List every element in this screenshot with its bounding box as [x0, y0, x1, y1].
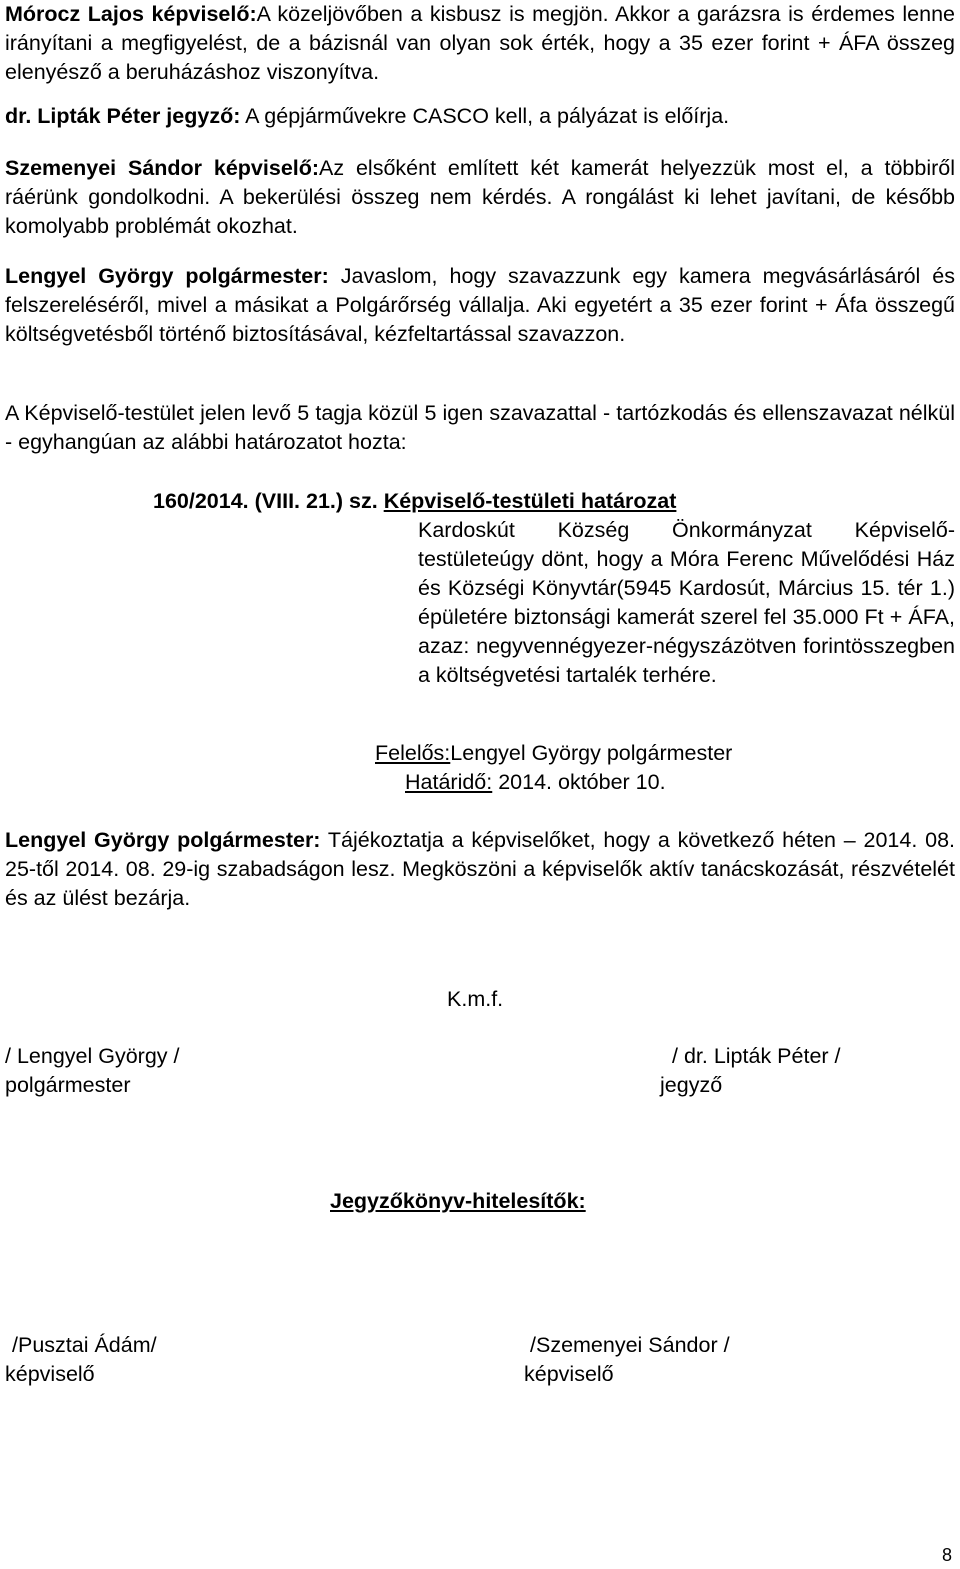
authenticator-pusztai — [5, 1331, 157, 1389]
signature-notary-role: jegyző — [660, 1073, 723, 1097]
speaker-liptak: dr. Lipták Péter jegyző: — [5, 104, 241, 128]
authenticator-szemenyei-name: /Szemenyei Sándor / — [530, 1333, 730, 1357]
paragraph-szemenyei — [5, 154, 955, 241]
authenticators-heading-text: Jegyzőkönyv-hitelesítők: — [330, 1189, 586, 1213]
paragraph-morocz — [5, 0, 955, 87]
speaker-lengyel: Lengyel György polgármester: — [5, 264, 329, 288]
speech-morocz: A közeljövőben a kisbusz is megjön. Akkor a garázsra is érdemes lenne irányítani a megfigyelést, de a bázisnál van olyan sok érték, hogy a 35 ezer forint + ÁFA összeg elenyésző a beruházáshoz viszonyítva. — [5, 2, 956, 84]
signature-mayor-name: / Lengyel György / — [5, 1044, 180, 1068]
paragraph-closing — [5, 826, 955, 913]
closing-text: Tájékoztatja a képviselőket, hogy a következő héten – 2014. 08. 25-től 2014. 08. 29-ig szabadságon lesz. Megköszöni a képviselők aktív tanácskozását, részvételét és az ülést bezárja. — [5, 828, 956, 910]
signature-notary-name: / dr. Lipták Péter / — [672, 1044, 841, 1068]
deadline-value: 2014. október 10. — [492, 770, 666, 794]
resolution-number: 160/2014. (VIII. 21.) sz. — [153, 489, 378, 513]
speech-lengyel: Javaslom, hogy szavazzunk egy kamera megvásárlásáról és felszereléséről, mivel a másikat a Polgárőrség vállalja. Aki egyetért a 35 ezer forint + Áfa összegű költségvetésből történő biztosításával, kézfeltartással szavazzon. — [5, 264, 955, 346]
speaker-morocz: Mórocz Lajos képviselő: — [5, 2, 257, 26]
resolution-body-text: Kardoskút Község Önkormányzat Képviselő-testületeúgy dönt, hogy a Móra Ferenc Művelődési Ház és Községi Könyvtár(5945 Kardosút, Március 15. tér 1.) épületére biztonsági kamerát szerel fel 35.000 Ft + ÁFA, azaz: negyvennégyezer-négyszázötven forintösszegben a költségvetési tartalék terhére. — [418, 518, 955, 687]
speech-szemenyei: Az elsőként említett két kamerát helyezzük most el, a többiről ráérünk gondolkodni. A bekerülési összeg nem kérdés. A rongálást ki lehet javítani, de később komolyabb problémát okozhat. — [5, 156, 955, 238]
paragraph-liptak — [5, 102, 955, 131]
deadline-line — [405, 768, 666, 797]
resolution-header — [153, 487, 676, 516]
page-number: 8 — [942, 1545, 953, 1565]
closing-speaker: Lengyel György polgármester: — [5, 828, 321, 852]
paragraph-lengyel-proposal — [5, 262, 955, 349]
signature-notary — [660, 1042, 841, 1100]
responsible-label: Felelős: — [375, 741, 451, 765]
signature-mayor — [5, 1042, 179, 1100]
authenticator-szemenyei — [524, 1331, 730, 1389]
signature-mayor-role: polgármester — [5, 1073, 131, 1097]
authenticators-heading — [330, 1187, 586, 1216]
resolution-title: Képviselő-testületi határozat — [383, 489, 677, 513]
deadline-label: Határidő: — [405, 770, 493, 794]
authenticator-pusztai-role: képviselő — [5, 1362, 95, 1386]
resolution-body — [418, 516, 955, 690]
vote-result-text: A Képviselő-testület jelen levő 5 tagja közül 5 igen szavazattal - tartózkodás és ellenszavazat nélkül - egyhangúan az alábbi határozatot hozta: — [5, 401, 955, 454]
responsible-value: Lengyel György polgármester — [450, 741, 733, 765]
paragraph-vote-result — [5, 399, 955, 457]
responsible-line — [375, 739, 732, 768]
authenticator-pusztai-name: /Pusztai Ádám/ — [12, 1333, 157, 1357]
authenticator-szemenyei-role: képviselő — [524, 1362, 614, 1386]
speech-liptak: A gépjárművekre CASCO kell, a pályázat is előírja. — [240, 104, 730, 128]
speaker-szemenyei: Szemenyei Sándor képviselő: — [5, 156, 320, 180]
kmf-label: K.m.f. — [447, 987, 504, 1011]
